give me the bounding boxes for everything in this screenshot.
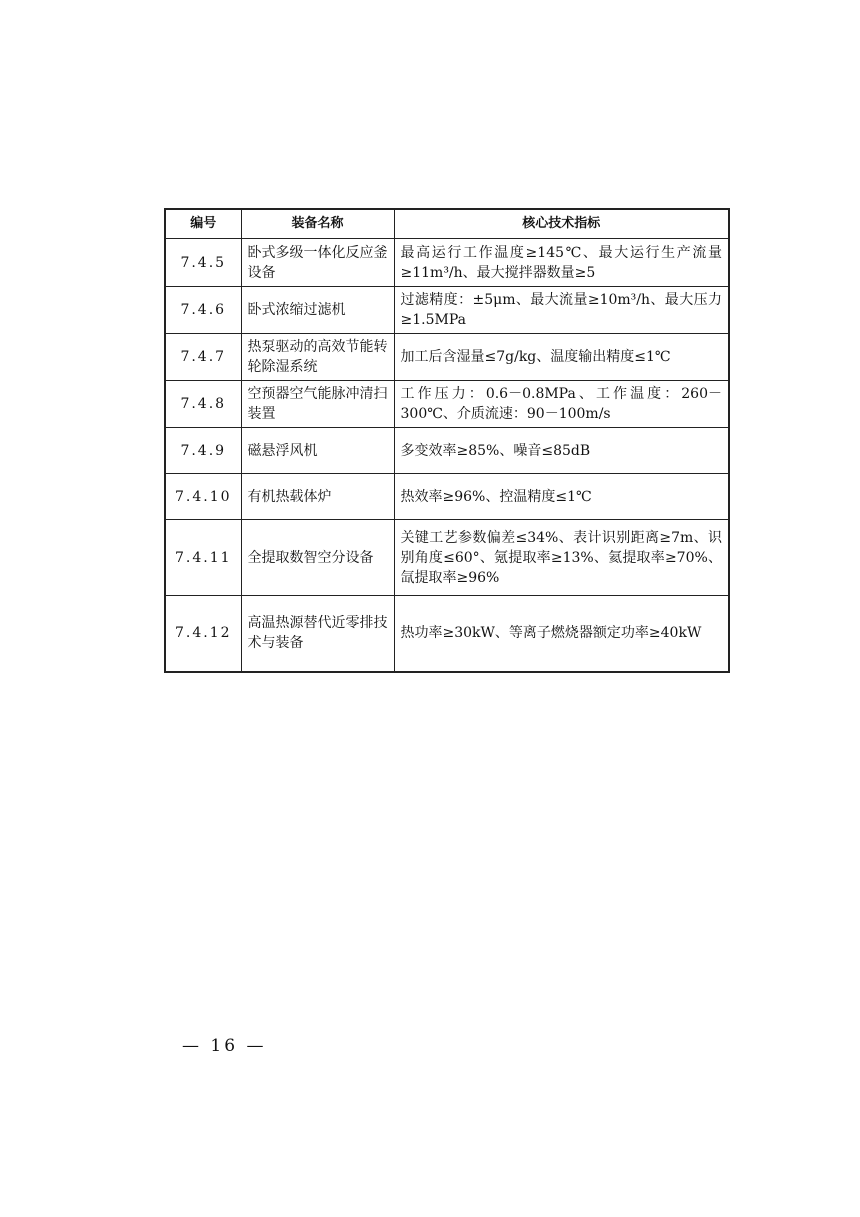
- row-spec: 加工后含湿量≤7g/kg、温度输出精度≤1℃: [394, 334, 729, 381]
- table-row: [165, 381, 729, 428]
- equipment-spec-table: [164, 208, 730, 673]
- row-equipment-name: 磁悬浮风机: [241, 428, 394, 474]
- row-equipment-name: 卧式浓缩过滤机: [241, 287, 394, 334]
- row-equipment-name: 有机热载体炉: [241, 474, 394, 520]
- row-id: 7.4.10: [165, 474, 241, 520]
- row-spec: 热效率≥96%、控温精度≤1℃: [394, 474, 729, 520]
- table-row: [165, 287, 729, 334]
- table-row: [165, 474, 729, 520]
- header-id: 编号: [165, 209, 241, 239]
- page-number: — 16 —: [182, 1036, 267, 1056]
- header-equipment-name: 装备名称: [241, 209, 394, 239]
- table-row: [165, 428, 729, 474]
- header-core-spec: 核心技术指标: [394, 209, 729, 239]
- table-row: [165, 520, 729, 596]
- row-equipment-name: 热泵驱动的高效节能转轮除湿系统: [241, 334, 394, 381]
- row-spec: 热功率≥30kW、等离子燃烧器额定功率≥40kW: [394, 596, 729, 672]
- table-row: [165, 334, 729, 381]
- row-equipment-name: 全提取数智空分设备: [241, 520, 394, 596]
- row-id: 7.4.6: [165, 287, 241, 334]
- row-id: 7.4.7: [165, 334, 241, 381]
- table-header-row: [165, 209, 729, 239]
- row-id: 7.4.8: [165, 381, 241, 428]
- row-spec: 过滤精度：±5μm、最大流量≥10m³/h、最大压力≥1.5MPa: [394, 287, 729, 334]
- row-id: 7.4.12: [165, 596, 241, 672]
- row-spec: 多变效率≥85%、噪音≤85dB: [394, 428, 729, 474]
- row-id: 7.4.11: [165, 520, 241, 596]
- row-spec: 工作压力：0.6－0.8MPa、工作温度：260－300℃、介质流速：90－100m/s: [394, 381, 729, 428]
- row-spec: 最高运行工作温度≥145℃、最大运行生产流量≥11m³/h、最大搅拌器数量≥5: [394, 239, 729, 287]
- row-id: 7.4.9: [165, 428, 241, 474]
- row-equipment-name: 高温热源替代近零排技术与装备: [241, 596, 394, 672]
- table-row: [165, 596, 729, 672]
- row-id: 7.4.5: [165, 239, 241, 287]
- row-equipment-name: 卧式多级一体化反应釜设备: [241, 239, 394, 287]
- table-row: [165, 239, 729, 287]
- row-spec: 关键工艺参数偏差≤34%、表计识别距离≥7m、识别角度≤60°、氪提取率≥13%、氦提取率≥70%、氙提取率≥96%: [394, 520, 729, 596]
- row-equipment-name: 空预器空气能脉冲清扫装置: [241, 381, 394, 428]
